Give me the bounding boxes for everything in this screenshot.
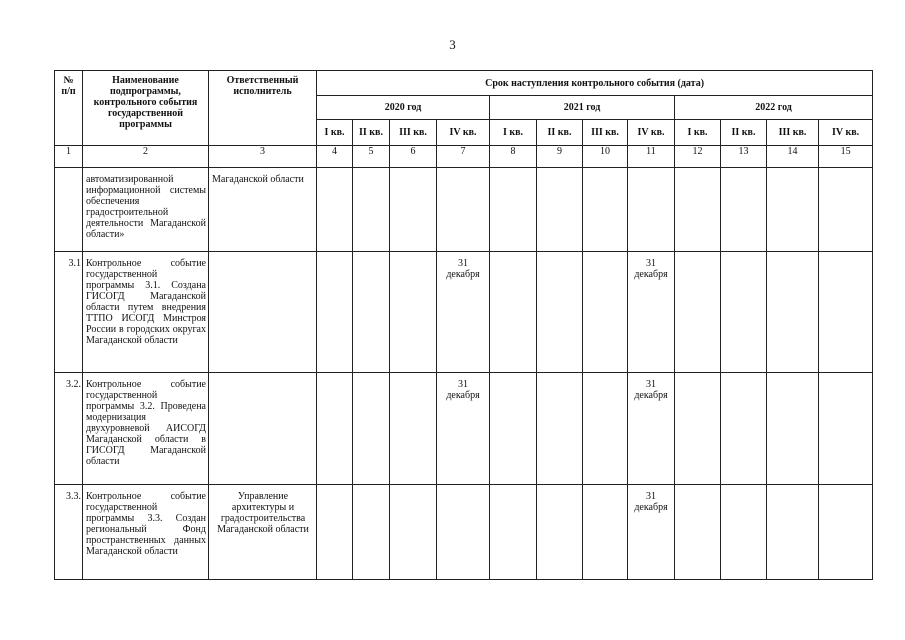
quarter-date-cell: 31 декабря xyxy=(628,252,675,373)
header-quarter: I кв. xyxy=(490,120,537,146)
quarter-date-cell: 31 декабря xyxy=(437,373,490,485)
table-body xyxy=(55,168,873,580)
executor: Управление архитектуры и градостроительства Магаданской области xyxy=(209,485,317,580)
header-year-2020: 2020 год xyxy=(317,96,490,120)
header-quarter: III кв. xyxy=(583,120,628,146)
quarter-date-cell xyxy=(767,485,819,580)
event-name: Контрольное событие государственной программы 3.2. Проведена модернизация двухуровневой АИСОГД Магаданской области в ГИСОГД Магаданской области xyxy=(83,373,209,485)
table-header xyxy=(55,71,873,168)
column-number: 15 xyxy=(819,146,873,168)
quarter-date-cell xyxy=(675,485,721,580)
header-quarter: II кв. xyxy=(721,120,767,146)
quarter-date-cell xyxy=(583,252,628,373)
column-number: 11 xyxy=(628,146,675,168)
quarter-date-cell xyxy=(537,252,583,373)
quarter-date-cell xyxy=(721,168,767,252)
page-number: 3 xyxy=(449,37,456,52)
header-quarter: III кв. xyxy=(390,120,437,146)
row-number: 3.1 xyxy=(55,252,83,373)
event-name: автоматизированной информационной системы обеспечения градостроительной деятельности Магаданской области» xyxy=(83,168,209,252)
header-quarter: II кв. xyxy=(353,120,390,146)
quarter-date-cell xyxy=(490,485,537,580)
quarter-date-cell xyxy=(628,168,675,252)
header-quarter: IV кв. xyxy=(819,120,873,146)
column-number: 6 xyxy=(390,146,437,168)
column-number: 9 xyxy=(537,146,583,168)
quarter-date-cell xyxy=(819,252,873,373)
quarter-date-cell xyxy=(390,168,437,252)
row-number: 3.2. xyxy=(55,373,83,485)
row-number xyxy=(55,168,83,252)
column-number: 2 xyxy=(83,146,209,168)
header-quarter: I кв. xyxy=(675,120,721,146)
header-executor: Ответственный исполнитель xyxy=(209,71,317,146)
quarter-date-cell xyxy=(490,168,537,252)
quarter-date-cell xyxy=(317,252,353,373)
header-quarter: IV кв. xyxy=(437,120,490,146)
column-number: 5 xyxy=(353,146,390,168)
quarter-date-cell xyxy=(537,373,583,485)
quarter-date-cell xyxy=(767,252,819,373)
quarter-date-cell: 31 декабря xyxy=(437,252,490,373)
quarter-date-cell xyxy=(767,373,819,485)
row-number: 3.3. xyxy=(55,485,83,580)
quarter-date-cell xyxy=(437,485,490,580)
executor xyxy=(209,252,317,373)
header-quarter: I кв. xyxy=(317,120,353,146)
quarter-date-cell xyxy=(721,373,767,485)
header-year-2022: 2022 год xyxy=(675,96,873,120)
quarter-date-cell xyxy=(583,168,628,252)
quarter-date-cell xyxy=(675,252,721,373)
column-number: 4 xyxy=(317,146,353,168)
column-number: 12 xyxy=(675,146,721,168)
column-number: 14 xyxy=(767,146,819,168)
quarter-date-cell xyxy=(767,168,819,252)
quarter-date-cell xyxy=(583,373,628,485)
quarter-date-cell xyxy=(675,168,721,252)
quarter-date-cell xyxy=(317,168,353,252)
quarter-date-cell xyxy=(721,485,767,580)
quarter-date-cell xyxy=(390,252,437,373)
quarter-date-cell xyxy=(490,373,537,485)
quarter-date-cell xyxy=(537,485,583,580)
column-number: 8 xyxy=(490,146,537,168)
quarter-date-cell xyxy=(390,373,437,485)
control-events-table xyxy=(54,70,873,580)
column-number-row xyxy=(55,146,873,168)
column-number: 3 xyxy=(209,146,317,168)
quarter-date-cell: 31 декабря xyxy=(628,373,675,485)
quarter-date-cell xyxy=(390,485,437,580)
quarter-date-cell xyxy=(819,168,873,252)
quarter-date-cell xyxy=(317,485,353,580)
quarter-date-cell xyxy=(537,168,583,252)
quarter-date-cell: 31 декабря xyxy=(628,485,675,580)
event-name: Контрольное событие государственной программы 3.1. Создана ГИСОГД Магаданской области путем внедрения ТТПО ИСОГД Минстроя России в городских округах Магаданской области xyxy=(83,252,209,373)
quarter-date-cell xyxy=(353,373,390,485)
table-row xyxy=(55,373,873,485)
quarter-date-cell xyxy=(437,168,490,252)
quarter-date-cell xyxy=(721,252,767,373)
header-deadline: Срок наступления контрольного события (дата) xyxy=(317,71,873,96)
executor xyxy=(209,373,317,485)
header-quarter: II кв. xyxy=(537,120,583,146)
quarter-date-cell xyxy=(317,373,353,485)
table-row xyxy=(55,168,873,252)
event-name: Контрольное событие государственной программы 3.3. Создан региональный Фонд пространственных данных Магаданской области xyxy=(83,485,209,580)
header-quarter: III кв. xyxy=(767,120,819,146)
quarter-date-cell xyxy=(583,485,628,580)
column-number: 10 xyxy=(583,146,628,168)
column-number: 7 xyxy=(437,146,490,168)
quarter-date-cell xyxy=(353,252,390,373)
quarter-date-cell xyxy=(819,485,873,580)
executor: Магаданской области xyxy=(209,168,317,252)
header-num: № п/п xyxy=(55,71,83,146)
quarter-date-cell xyxy=(353,168,390,252)
quarter-date-cell xyxy=(819,373,873,485)
table-row xyxy=(55,252,873,373)
header-name: Наименование подпрограммы, контрольного события государственной программы xyxy=(83,71,209,146)
quarter-date-cell xyxy=(490,252,537,373)
column-number: 1 xyxy=(55,146,83,168)
header-quarter: IV кв. xyxy=(628,120,675,146)
quarter-date-cell xyxy=(675,373,721,485)
quarter-date-cell xyxy=(353,485,390,580)
table-row xyxy=(55,485,873,580)
header-year-2021: 2021 год xyxy=(490,96,675,120)
column-number: 13 xyxy=(721,146,767,168)
